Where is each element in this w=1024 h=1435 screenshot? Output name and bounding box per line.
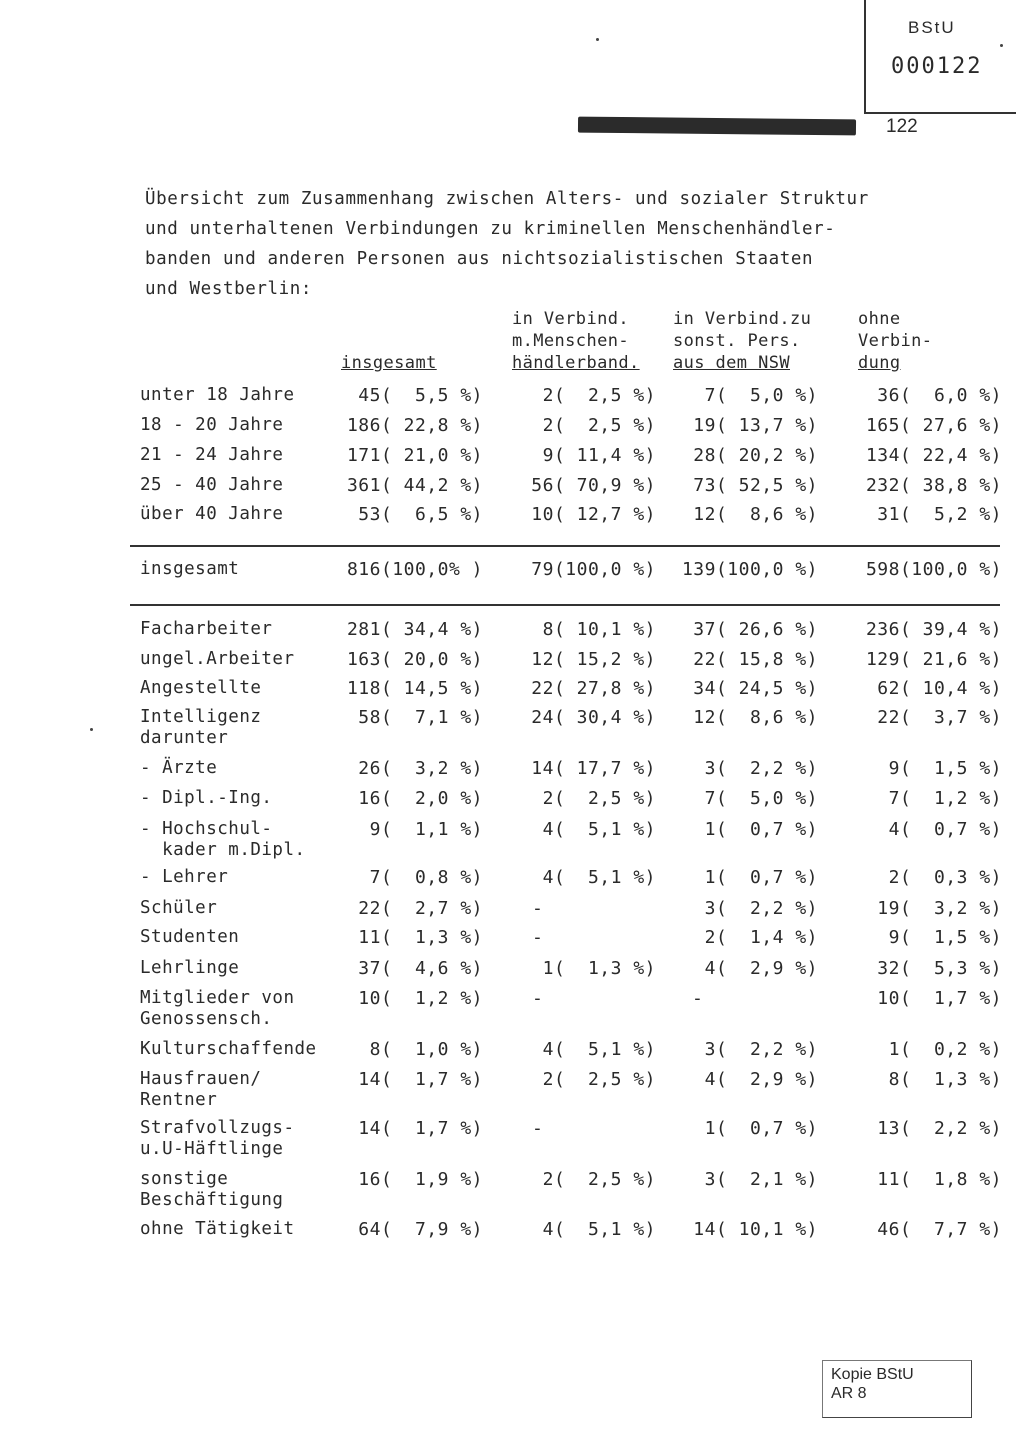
table-cell: 3( 2,2 %) (704, 1039, 818, 1060)
row-label: kader m.Dipl. (140, 840, 306, 860)
title-line: Übersicht zum Zusammenhang zwischen Alters- und sozialer Struktur (145, 189, 869, 209)
table-cell: - (692, 988, 704, 1009)
table-cell: 7( 5,0 %) (704, 385, 818, 406)
table-cell: 7( 1,2 %) (888, 788, 1002, 809)
column-header-ohne-verbindung: ohne Verbin- dung (858, 309, 933, 373)
table-cell: 2( 2,5 %) (542, 1069, 656, 1090)
table-cell: 11( 1,8 %) (877, 1169, 1002, 1190)
table-cell: 3( 2,1 %) (704, 1169, 818, 1190)
table-cell: - (532, 898, 544, 919)
table-cell: 361( 44,2 %) (346, 475, 483, 496)
table-cell: 19( 3,2 %) (877, 898, 1002, 919)
table-cell: 73( 52,5 %) (693, 475, 818, 496)
table-cell: - (532, 1118, 544, 1139)
row-label: - Lehrer (140, 867, 229, 887)
table-cell: 22( 15,8 %) (693, 649, 818, 670)
table-cell: 64( 7,9 %) (358, 1219, 483, 1240)
table-cell: 163( 20,0 %) (346, 649, 483, 670)
table-cell: 171( 21,0 %) (346, 445, 483, 466)
table-cell: 139(100,0 %) (681, 559, 818, 580)
table-cell: 58( 7,1 %) (358, 707, 483, 728)
table-rule (130, 604, 1000, 606)
table-cell: 34( 24,5 %) (693, 678, 818, 699)
speck (1000, 44, 1003, 47)
table-cell: 3( 2,2 %) (704, 898, 818, 919)
table-cell: 10( 12,7 %) (531, 504, 656, 525)
row-label: Kulturschaffende (140, 1039, 317, 1059)
column-header-menschenhaendler: in Verbind. m.Menschen- händlerband. (512, 309, 640, 373)
table-cell: 46( 7,7 %) (877, 1219, 1002, 1240)
stamp-number: 000122 (891, 54, 983, 79)
copy-stamp (822, 1360, 972, 1418)
row-label: - Dipl.-Ing. (140, 788, 273, 808)
table-cell: 9( 1,1 %) (369, 819, 483, 840)
table-cell: 8( 1,3 %) (888, 1069, 1002, 1090)
row-label: darunter (140, 728, 229, 748)
table-cell: 4( 5,1 %) (542, 867, 656, 888)
table-cell: 2( 1,4 %) (704, 927, 818, 948)
row-label: u.U-Häftlinge (140, 1139, 284, 1159)
table-cell: 598(100,0 %) (865, 559, 1002, 580)
table-cell: 14( 1,7 %) (358, 1118, 483, 1139)
table-cell: 9( 1,5 %) (888, 927, 1002, 948)
table-cell: 4( 2,9 %) (704, 1069, 818, 1090)
table-cell: 53( 6,5 %) (358, 504, 483, 525)
table-cell: 4( 2,9 %) (704, 958, 818, 979)
row-label: Intelligenz (140, 707, 262, 727)
table-cell: 186( 22,8 %) (346, 415, 483, 436)
table-cell: 134( 22,4 %) (865, 445, 1002, 466)
table-cell: 62( 10,4 %) (877, 678, 1002, 699)
row-label: Hausfrauen/ (140, 1069, 262, 1089)
title-line: und unterhaltenen Verbindungen zu kriminellen Menschenhändler- (145, 219, 836, 239)
table-cell: 7( 5,0 %) (704, 788, 818, 809)
table-cell: 4( 5,1 %) (542, 1039, 656, 1060)
table-cell: 2( 2,5 %) (542, 415, 656, 436)
table-cell: 79(100,0 %) (531, 559, 656, 580)
table-cell: 2( 2,5 %) (542, 385, 656, 406)
table-cell: - (532, 988, 544, 1009)
table-cell: 28( 20,2 %) (693, 445, 818, 466)
table-cell: 10( 1,2 %) (358, 988, 483, 1009)
table-cell: 19( 13,7 %) (693, 415, 818, 436)
row-label: Rentner (140, 1090, 218, 1110)
table-cell: 129( 21,6 %) (865, 649, 1002, 670)
row-label: ungel.Arbeiter (140, 649, 295, 669)
table-cell: 14( 17,7 %) (531, 758, 656, 779)
row-label: Genossensch. (140, 1009, 273, 1029)
row-label: - Ärzte (140, 758, 218, 778)
table-cell: 165( 27,6 %) (865, 415, 1002, 436)
table-cell: 32( 5,3 %) (877, 958, 1002, 979)
redaction-bar (578, 117, 856, 136)
row-label: Studenten (140, 927, 240, 947)
row-label: Facharbeiter (140, 619, 273, 639)
table-cell: 2( 2,5 %) (542, 1169, 656, 1190)
table-cell: 1( 0,7 %) (704, 819, 818, 840)
table-cell: 1( 1,3 %) (542, 958, 656, 979)
table-cell: 37( 26,6 %) (693, 619, 818, 640)
row-label: Lehrlinge (140, 958, 240, 978)
copy-stamp-line: AR 8 (831, 1385, 867, 1402)
table-cell: 10( 1,7 %) (877, 988, 1002, 1009)
speck (90, 728, 93, 731)
table-cell: 36( 6,0 %) (877, 385, 1002, 406)
row-label: unter 18 Jahre (140, 385, 295, 405)
table-cell: 31( 5,2 %) (877, 504, 1002, 525)
table-cell: 816(100,0% ) (346, 559, 483, 580)
table-cell: 281( 34,4 %) (346, 619, 483, 640)
row-label: Angestellte (140, 678, 262, 698)
row-label: 21 - 24 Jahre (140, 445, 284, 465)
table-cell: 12( 8,6 %) (693, 707, 818, 728)
table-cell: 3( 2,2 %) (704, 758, 818, 779)
row-label: Strafvollzugs- (140, 1118, 295, 1138)
row-label: Beschäftigung (140, 1190, 284, 1210)
row-label: sonstige (140, 1169, 229, 1189)
table-cell: 1( 0,2 %) (888, 1039, 1002, 1060)
table-cell: 232( 38,8 %) (865, 475, 1002, 496)
row-label: insgesamt (140, 559, 240, 579)
table-cell: 12( 15,2 %) (531, 649, 656, 670)
row-label: Schüler (140, 898, 218, 918)
table-cell: 2( 0,3 %) (888, 867, 1002, 888)
title-line: banden und anderen Personen aus nichtsozialistischen Staaten (145, 249, 814, 269)
table-cell: 4( 0,7 %) (888, 819, 1002, 840)
table-cell: - (532, 927, 544, 948)
table-cell: 56( 70,9 %) (531, 475, 656, 496)
table-cell: 8( 10,1 %) (542, 619, 656, 640)
row-label: 18 - 20 Jahre (140, 415, 284, 435)
table-cell: 7( 0,8 %) (369, 867, 483, 888)
row-label: 25 - 40 Jahre (140, 475, 284, 495)
table-cell: 8( 1,0 %) (369, 1039, 483, 1060)
table-cell: 12( 8,6 %) (693, 504, 818, 525)
table-cell: 26( 3,2 %) (358, 758, 483, 779)
table-cell: 45( 5,5 %) (358, 385, 483, 406)
row-label: - Hochschul- (140, 819, 273, 839)
table-cell: 13( 2,2 %) (877, 1118, 1002, 1139)
table-cell: 1( 0,7 %) (704, 1118, 818, 1139)
table-cell: 22( 3,7 %) (877, 707, 1002, 728)
table-cell: 118( 14,5 %) (346, 678, 483, 699)
table-cell: 236( 39,4 %) (865, 619, 1002, 640)
table-cell: 9( 11,4 %) (542, 445, 656, 466)
table-cell: 11( 1,3 %) (358, 927, 483, 948)
table-cell: 14( 10,1 %) (693, 1219, 818, 1240)
table-cell: 2( 2,5 %) (542, 788, 656, 809)
row-label: ohne Tätigkeit (140, 1219, 295, 1239)
table-cell: 14( 1,7 %) (358, 1069, 483, 1090)
table-cell: 1( 0,7 %) (704, 867, 818, 888)
page-number: 122 (886, 116, 918, 137)
table-cell: 9( 1,5 %) (888, 758, 1002, 779)
row-label: über 40 Jahre (140, 504, 284, 524)
document-title (145, 184, 869, 304)
table-cell: 22( 27,8 %) (531, 678, 656, 699)
table-cell: 4( 5,1 %) (542, 819, 656, 840)
table-cell: 24( 30,4 %) (531, 707, 656, 728)
title-line: und Westberlin: (145, 279, 313, 299)
copy-stamp-line: Kopie BStU (831, 1366, 914, 1383)
table-cell: 4( 5,1 %) (542, 1219, 656, 1240)
table-cell: 16( 1,9 %) (358, 1169, 483, 1190)
row-label: Mitglieder von (140, 988, 295, 1008)
table-rule (130, 545, 1000, 547)
speck (596, 38, 599, 41)
table-cell: 16( 2,0 %) (358, 788, 483, 809)
table-cell: 22( 2,7 %) (358, 898, 483, 919)
column-header-insgesamt: insgesamt (341, 353, 437, 373)
column-header-sonstige-personen: in Verbind.zu sonst. Pers. aus dem NSW (673, 309, 812, 373)
stamp-org: BStU (908, 18, 956, 37)
table-cell: 37( 4,6 %) (358, 958, 483, 979)
